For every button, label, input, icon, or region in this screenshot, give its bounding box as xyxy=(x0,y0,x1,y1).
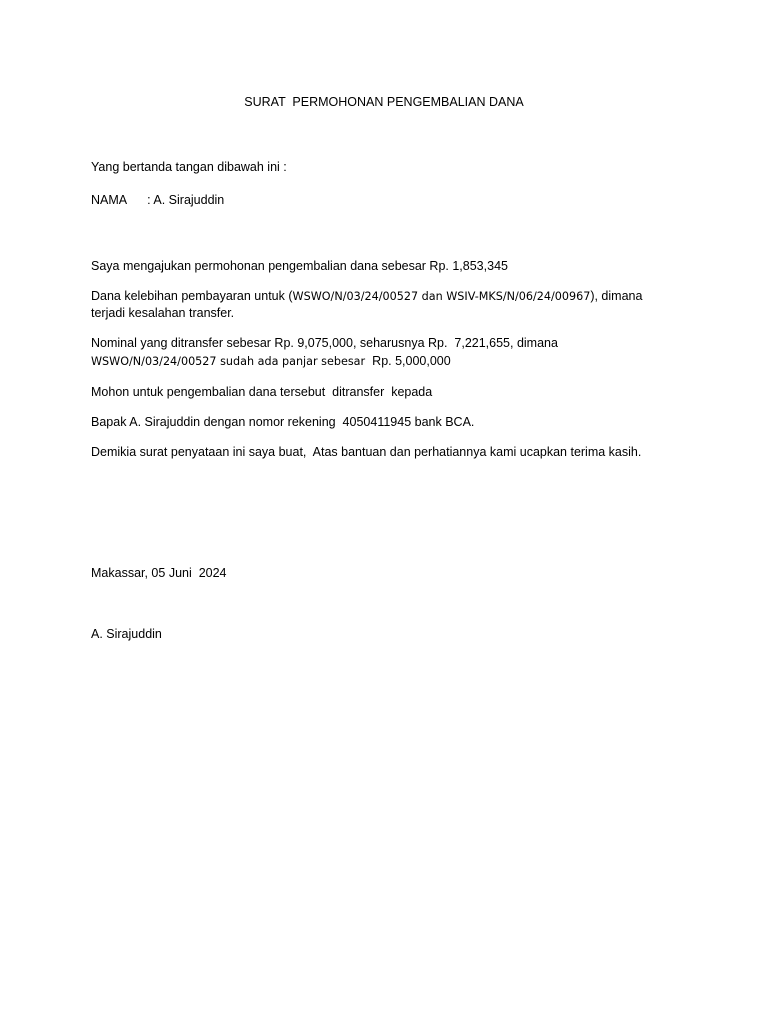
place-date: Makassar, 05 Juni 2024 xyxy=(91,566,227,580)
signature-name: A. Sirajuddin xyxy=(91,627,162,641)
invoice-codes: WSWO/N/03/24/00527 dan WSIV-MKS/N/06/24/00967 xyxy=(292,290,591,303)
intro-text: Yang bertanda tangan dibawah ini : xyxy=(91,160,287,174)
paragraph-overpayment-line2: terjadi kesalahan transfer. xyxy=(91,306,235,320)
paragraph-amount-request: Saya mengajukan permohonan pengembalian dana sebesar Rp. 1,853,345 xyxy=(91,259,508,273)
paragraph-overpayment xyxy=(91,288,642,305)
paragraph-bank-account: Bapak A. Sirajuddin dengan nomor rekening 4050411945 bank BCA. xyxy=(91,415,475,429)
paragraph-nominal-line2 xyxy=(91,353,451,370)
document-title: SURAT PERMOHONAN PENGEMBALIAN DANA xyxy=(244,95,524,109)
advance-amount: Rp. 5,000,000 xyxy=(368,354,451,368)
name-label: NAMA xyxy=(91,193,128,207)
paragraph-closing: Demikia surat penyataan ini saya buat, Atas bantuan dan perhatiannya kami ucapkan terima kasih. xyxy=(91,445,642,459)
overpayment-text-end: ), dimana xyxy=(590,289,643,303)
advance-code-text: WSWO/N/03/24/00527 sudah ada panjar sebesar xyxy=(91,355,369,368)
paragraph-nominal: Nominal yang ditransfer sebesar Rp. 9,075,000, seharusnya Rp. 7,221,655, dimana xyxy=(91,336,558,350)
overpayment-text-start: Dana kelebihan pembayaran untuk ( xyxy=(91,289,293,303)
name-row xyxy=(91,192,224,209)
paragraph-transfer-request: Mohon untuk pengembalian dana tersebut ditransfer kepada xyxy=(91,385,433,399)
name-value: : A. Sirajuddin xyxy=(147,193,225,207)
